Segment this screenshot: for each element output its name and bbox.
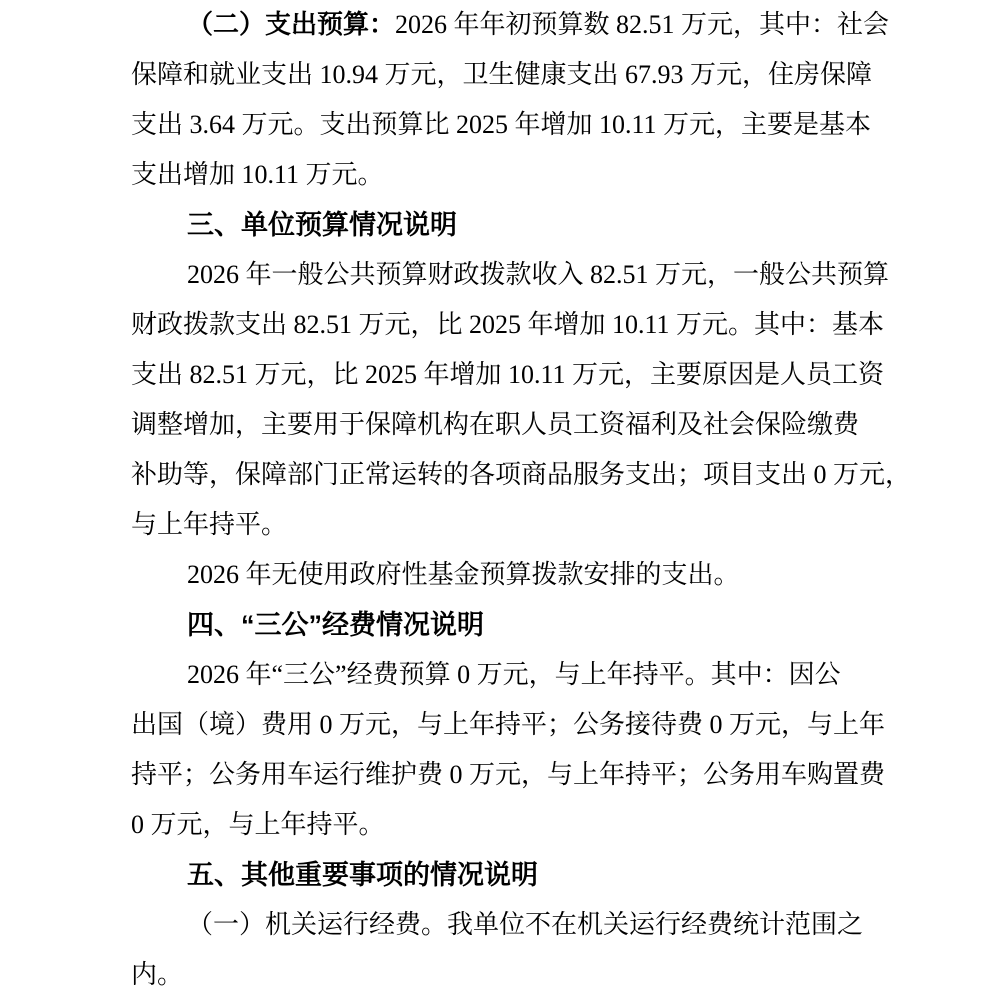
text-run: 财政拨款支出 82.51 万元，比 2025 年增加 10.11 万元。其中：基本 (131, 310, 885, 339)
text-run: 五、其他重要事项的情况说明 (187, 860, 538, 890)
text-line (131, 750, 889, 800)
text-run: 支出 3.64 万元。支出预算比 2025 年增加 10.11 万元，主要是基本 (131, 110, 872, 139)
text-run: 调整增加，主要用于保障机构在职人员工资福利及社会保险缴费 (131, 410, 860, 439)
text-run: 持平；公务用车运行维护费 0 万元，与上年持平；公务用车购置费 (131, 760, 886, 789)
text-run: 出国（境）费用 0 万元，与上年持平；公务接待费 0 万元，与上年 (131, 710, 886, 739)
text-line (131, 350, 889, 400)
lead-in-label: （二）支出预算： (187, 10, 396, 39)
document-content (131, 0, 912, 1000)
text-run: 2026 年“三公”经费预算 0 万元，与上年持平。其中：因公 (187, 660, 841, 689)
text-run: 保障和就业支出 10.94 万元，卫生健康支出 67.93 万元，住房保障 (131, 60, 873, 89)
text-line (131, 900, 889, 950)
text-run: 2026 年一般公共预算财政拨款收入 82.51 万元，一般公共预算 (187, 260, 890, 289)
text-line (131, 0, 889, 50)
text-run: 0 万元，与上年持平。 (131, 810, 385, 839)
text-line (131, 300, 889, 350)
text-line (131, 650, 889, 700)
text-line (131, 950, 889, 1000)
text-line (131, 250, 889, 300)
text-run: 补助等，保障部门正常运转的各项商品服务支出；项目支出 0 万元， (131, 460, 912, 489)
text-run: 支出 82.51 万元，比 2025 年增加 10.11 万元，主要原因是人员工资 (131, 360, 885, 389)
text-line (131, 400, 889, 450)
text-run: 2026 年无使用政府性基金预算拨款安排的支出。 (187, 560, 740, 589)
text-run: 与上年持平。 (131, 510, 288, 539)
section-heading (131, 200, 889, 250)
text-run: 三、单位预算情况说明 (187, 210, 457, 240)
text-run: 支出增加 10.11 万元。 (131, 160, 384, 189)
text-line (131, 150, 889, 200)
section-heading (131, 850, 889, 900)
section-heading (131, 600, 889, 650)
text-line (131, 50, 889, 100)
text-run: 内。 (131, 960, 184, 989)
text-run: 四、“三公”经费情况说明 (187, 610, 484, 640)
text-line (131, 450, 912, 500)
text-run: 2026 年年初预算数 82.51 万元，其中：社会 (395, 10, 890, 39)
text-run: （一）机关运行经费。我单位不在机关运行经费统计范围之 (187, 910, 864, 939)
text-line (131, 500, 889, 550)
text-line (131, 100, 889, 150)
text-line (131, 800, 889, 850)
text-line (131, 700, 889, 750)
text-line (131, 550, 889, 600)
